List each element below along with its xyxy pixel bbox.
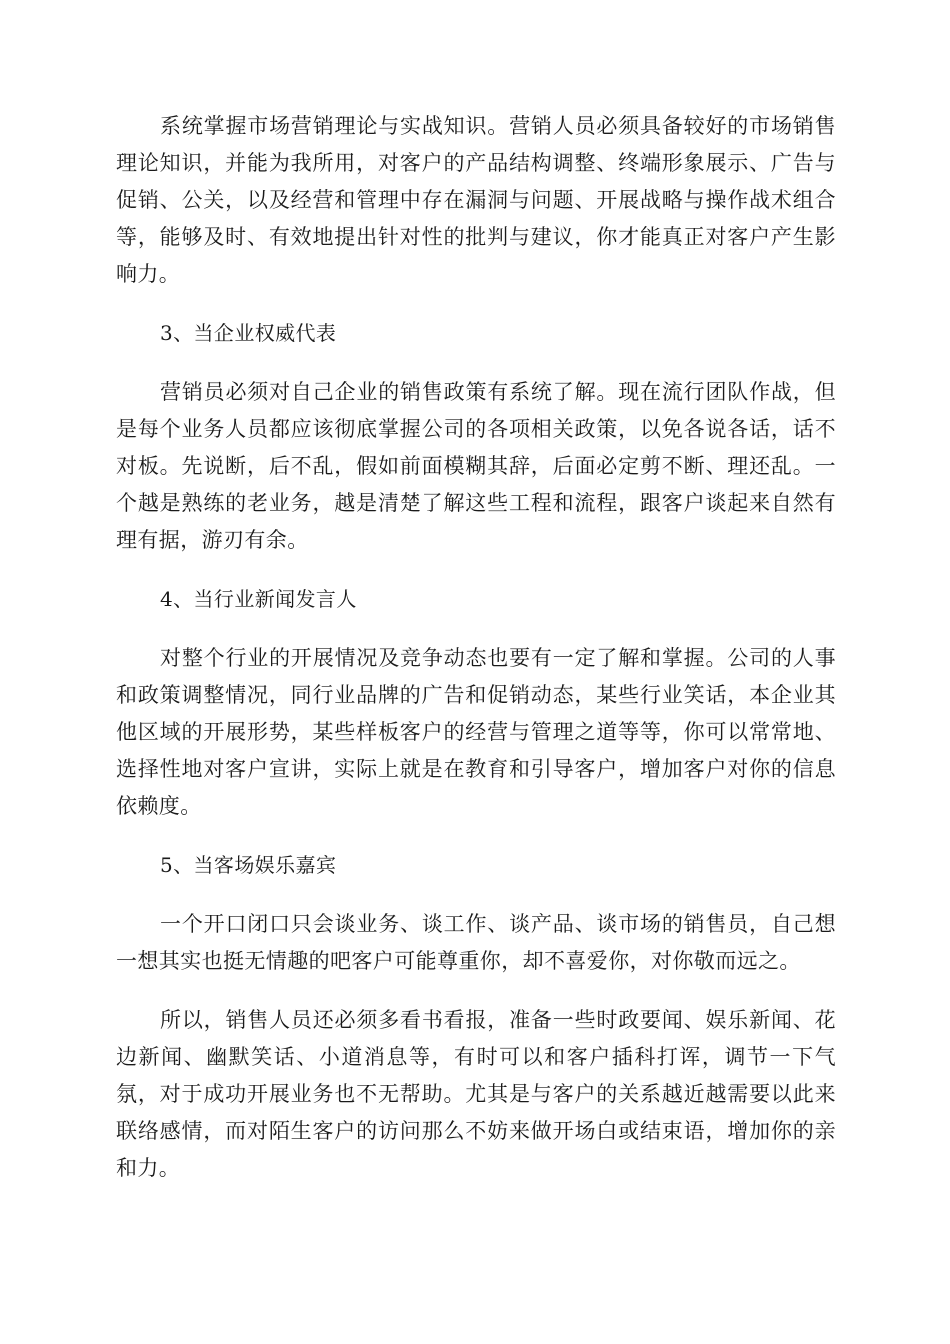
heading-section-5: 5、当客场娱乐嘉宾 [160,853,337,877]
heading-section-4: 4、当行业新闻发言人 [160,587,357,611]
document-body [116,108,836,1187]
paragraph-company-policy: 营销员必须对自己企业的销售政策有系统了解。现在流行团队作战，但是每个业务人员都应该彻底掌握公司的各项相关政策，以免各说各话，话不对板。先说断，后不乱，假如前面模糊其辞，后面必定剪不断、理还乱。一个越是熟练的老业务，越是清楚了解这些工程和流程，跟客户谈起来自然有理有据，游刃有余。 [116,380,836,552]
paragraph-gap [116,884,836,906]
paragraph-industry-news: 对整个行业的开展情况及竞争动态也要有一定了解和掌握。公司的人事和政策调整情况，同行业品牌的广告和促销动态，某些行业笑话，本企业其他区域的开展形势，某些样板客户的经营与管理之道等等，你可以常常地、选择性地对客户宣讲，实际上就是在教育和引导客户，增加客户对你的信息依赖度。 [116,646,836,818]
paragraph-gap [116,980,836,1002]
paragraph-gap [116,559,836,581]
paragraph-marketing-knowledge: 系统掌握市场营销理论与实战知识。营销人员必须具备较好的市场销售理论知识，并能为我所用，对客户的产品结构调整、终端形象展示、广告与促销、公关，以及经营和管理中存在漏洞与问题、开展战略与操作战术组合等，能够及时、有效地提出针对性的批判与建议，你才能真正对客户产生影响力。 [116,114,836,286]
paragraph-gap [116,352,836,374]
paragraph-reading-news: 所以，销售人员还必须多看书看报，准备一些时政要闻、娱乐新闻、花边新闻、幽默笑话、小道消息等，有时可以和客户插科打诨，调节一下气氛，对于成功开展业务也不无帮助。尤其是与客户的关系越近越需要以此来联络感情，而对陌生客户的访问那么不妨来做开场白或结束语，增加你的亲和力。 [116,1008,836,1180]
paragraph-entertainment: 一个开口闭口只会谈业务、谈工作、谈产品、谈市场的销售员，自己想一想其实也挺无情趣的吧客户可能尊重你，却不喜爱你，对你敬而远之。 [116,912,836,973]
paragraph-gap [116,618,836,640]
paragraph-gap [116,825,836,847]
heading-section-3: 3、当企业权威代表 [160,321,337,345]
paragraph-gap [116,293,836,315]
